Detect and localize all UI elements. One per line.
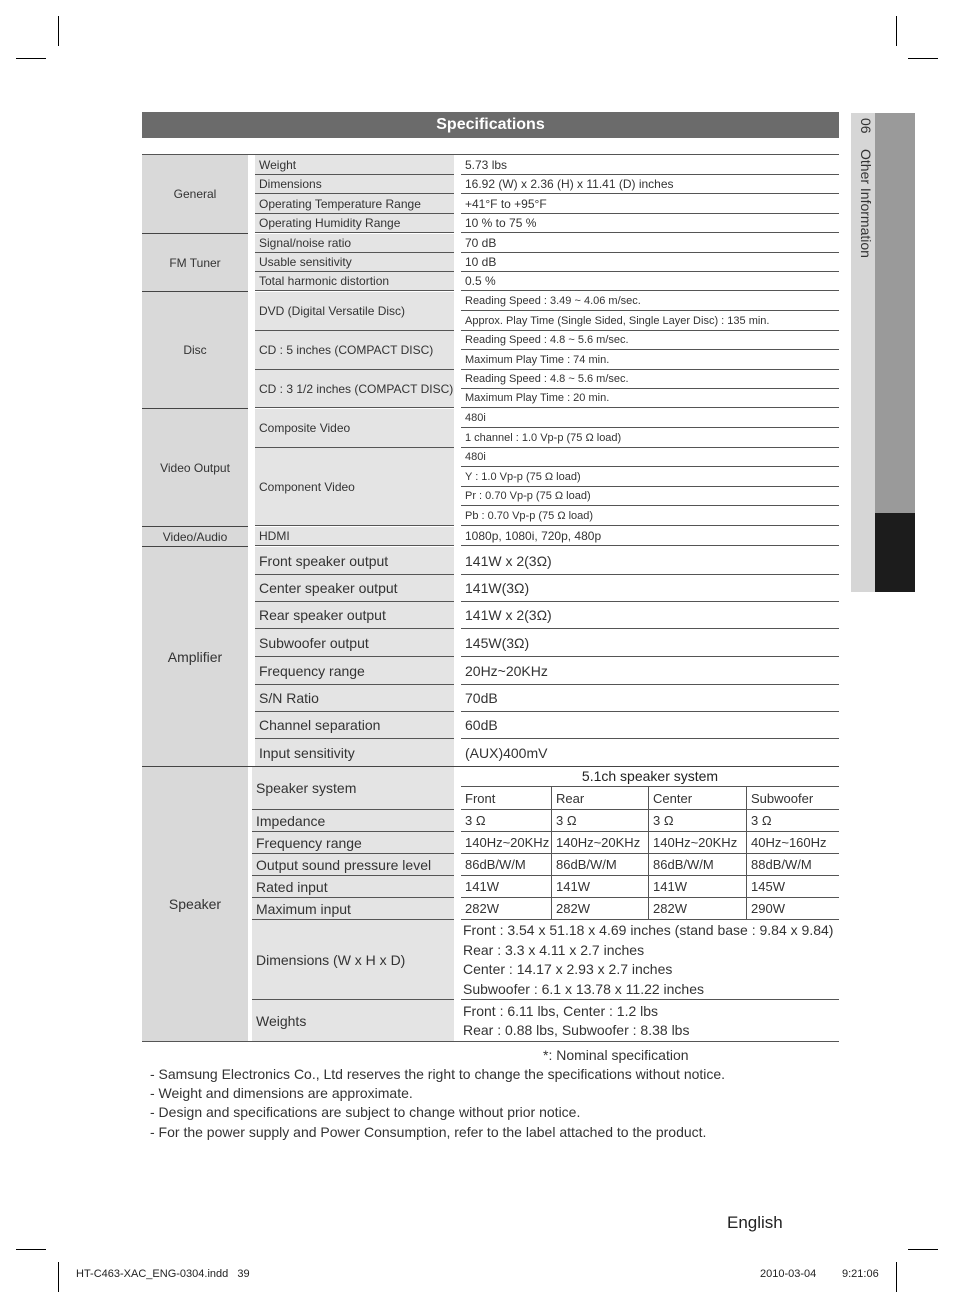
spec-value: 141W: [461, 876, 551, 898]
spec-value: 10 dB: [461, 253, 839, 272]
section-name: Other Information: [858, 149, 874, 259]
spec-value: 20Hz~20KHz: [461, 657, 839, 685]
spec-value: 480i: [461, 409, 839, 428]
column-header-subwoofer: Subwoofer: [747, 787, 839, 810]
spec-label: S/N Ratio: [255, 685, 454, 712]
spec-value: Pr : 0.70 Vp-p (75 Ω load): [461, 487, 839, 506]
crop-mark: [908, 1249, 938, 1250]
crop-mark: [908, 58, 938, 59]
spec-value: 145W(3Ω): [461, 629, 839, 657]
spec-value: 0.5 %: [461, 272, 839, 291]
column-header-front: Front: [461, 787, 551, 810]
spec-value: Reading Speed : 3.49 ~ 4.06 m/sec.: [461, 292, 839, 311]
crop-mark: [16, 1249, 46, 1250]
spec-value: 70 dB: [461, 234, 839, 253]
spec-label: CD : 3 1/2 inches (COMPACT DISC): [255, 370, 454, 408]
note-line: - For the power supply and Power Consumption, refer to the label attached to the product.: [150, 1124, 707, 1140]
spec-label: Weights: [252, 1000, 454, 1041]
dimension-line: Front : 3.54 x 51.18 x 4.69 inches (stand base : 9.84 x 9.84): [463, 922, 834, 938]
spec-label: Usable sensitivity: [255, 253, 454, 272]
spec-value: 5.73 lbs: [461, 155, 839, 175]
footer-filename: HT-C463-XAC_ENG-0304.indd 39: [76, 1268, 250, 1280]
side-tab-marker: [875, 513, 915, 592]
spec-value: +41°F to +95°F: [461, 194, 839, 214]
footer-time: 9:21:06: [842, 1268, 879, 1280]
spec-value: 141W x 2(3Ω): [461, 547, 839, 575]
weight-line: Rear : 0.88 lbs, Subwoofer : 8.38 lbs: [463, 1022, 690, 1038]
spec-label: HDMI: [255, 527, 454, 546]
spec-value: 3 Ω: [552, 810, 648, 832]
speaker-system-value: 5.1ch speaker system: [461, 767, 839, 787]
spec-value: Reading Speed : 4.8 ~ 5.6 m/sec.: [461, 331, 839, 350]
spec-value: 88dB/W/M: [747, 854, 839, 876]
note-line: - Weight and dimensions are approximate.: [150, 1085, 413, 1101]
spec-value: Maximum Play Time : 20 min.: [461, 389, 839, 408]
table-bottom-rule: [142, 1041, 839, 1042]
nominal-note: *: Nominal specification: [543, 1047, 689, 1063]
dimension-line: Rear : 3.3 x 4.11 x 2.7 inches: [463, 941, 645, 958]
spec-value: 86dB/W/M: [552, 854, 648, 876]
spec-value: 60dB: [461, 712, 839, 739]
dimension-line: Center : 14.17 x 2.93 x 2.7 inches: [463, 961, 673, 977]
language-label: English: [727, 1213, 783, 1232]
spec-value: 140Hz~20KHz: [552, 832, 648, 854]
spec-value: 3 Ω: [461, 810, 551, 832]
spec-value: 140Hz~20KHz: [461, 832, 551, 854]
spec-label: Rear speaker output: [255, 602, 454, 629]
spec-value: 141W x 2(3Ω): [461, 602, 839, 629]
speaker-weights: [461, 1001, 839, 1041]
spec-value: Pb : 0.70 Vp-p (75 Ω load): [461, 506, 839, 526]
category-speaker: Speaker: [142, 767, 248, 1041]
spec-value: 3 Ω: [747, 810, 839, 832]
spec-value: 1 channel : 1.0 Vp-p (75 Ω load): [461, 428, 839, 448]
category-fm-tuner: FM Tuner: [142, 234, 248, 291]
spec-label: Speaker system: [252, 767, 454, 810]
spec-value: 141W: [649, 876, 746, 898]
spec-value: 10 % to 75 %: [461, 214, 839, 233]
note-line: - Samsung Electronics Co., Ltd reserves the right to change the specifications without notice.: [150, 1066, 726, 1082]
spec-label: Output sound pressure level: [252, 854, 454, 876]
spec-label: Rated input: [252, 876, 454, 898]
spec-value: 86dB/W/M: [649, 854, 746, 876]
category-video-output: Video Output: [142, 409, 248, 526]
category-disc: Disc: [142, 292, 248, 408]
category-video-audio: Video/Audio: [142, 527, 248, 546]
spec-value: Maximum Play Time : 74 min.: [461, 350, 839, 370]
speaker-dimensions: [461, 920, 839, 1000]
spec-label: Center speaker output: [255, 575, 454, 602]
dimension-line: Subwoofer : 6.1 x 13.78 x 11.22 inches: [463, 980, 705, 997]
spec-value: 145W: [747, 876, 839, 898]
category-amplifier: Amplifier: [142, 547, 248, 766]
spec-value: 140Hz~20KHz: [649, 832, 746, 854]
spec-value: 480i: [461, 448, 839, 467]
spec-label: Dimensions: [255, 175, 454, 194]
spec-value: 1080p, 1080i, 720p, 480p: [461, 527, 839, 546]
crop-mark: [16, 58, 46, 59]
spec-value: 282W: [552, 898, 648, 920]
spec-label: Component Video: [255, 448, 454, 526]
column-divider: [746, 787, 747, 920]
spec-label: Weight: [255, 155, 454, 175]
spec-label: CD : 5 inches (COMPACT DISC): [255, 331, 454, 370]
spec-label: Front speaker output: [255, 547, 454, 575]
spec-label: DVD (Digital Versatile Disc): [255, 292, 454, 331]
spec-label: Impedance: [252, 810, 454, 832]
spec-value: 141W(3Ω): [461, 575, 839, 602]
spec-value: 290W: [747, 898, 839, 920]
spec-label: Signal/noise ratio: [255, 234, 454, 253]
side-tab-label: [852, 118, 874, 418]
spec-value: 282W: [461, 898, 551, 920]
column-divider: [551, 787, 552, 920]
column-header-center: Center: [649, 787, 746, 810]
spec-value: 86dB/W/M: [461, 854, 551, 876]
spec-label: Subwoofer output: [255, 629, 454, 657]
spec-value: 70dB: [461, 685, 839, 712]
spec-value: 282W: [649, 898, 746, 920]
page-title: Specifications: [142, 112, 839, 138]
spec-label: Input sensitivity: [255, 739, 454, 766]
spec-label: Operating Temperature Range: [255, 194, 454, 214]
column-header-rear: Rear: [552, 787, 648, 810]
crop-mark: [58, 16, 59, 46]
spec-value: 16.92 (W) x 2.36 (H) x 11.41 (D) inches: [461, 175, 839, 194]
spec-value: Y : 1.0 Vp-p (75 Ω load): [461, 467, 839, 487]
weight-line: Front : 6.11 lbs, Center : 1.2 lbs: [463, 1003, 659, 1019]
spec-label: Maximum input: [252, 898, 454, 920]
spec-label: Operating Humidity Range: [255, 214, 454, 233]
spec-label: Channel separation: [255, 712, 454, 739]
spec-value: Reading Speed : 4.8 ~ 5.6 m/sec.: [461, 370, 839, 389]
section-number: 06: [858, 118, 874, 134]
spec-value: 3 Ω: [649, 810, 746, 832]
column-divider: [648, 787, 649, 920]
footer-date: 2010-03-04: [760, 1268, 817, 1280]
note-line: - Design and specifications are subject to change without prior notice.: [150, 1104, 581, 1120]
crop-mark: [58, 1262, 59, 1292]
crop-mark: [896, 16, 897, 46]
spec-value: (AUX)400mV: [465, 744, 548, 761]
spec-value: 141W: [552, 876, 648, 898]
spec-label: Frequency range: [252, 832, 454, 854]
spec-value: Approx. Play Time (Single Sided, Single Layer Disc) : 135 min.: [461, 311, 839, 331]
side-tab-band: [875, 113, 915, 513]
crop-mark: [896, 1262, 897, 1292]
spec-label: Composite Video: [255, 409, 454, 448]
spec-label: Dimensions (W x H x D): [252, 920, 454, 1000]
spec-label: Total harmonic distortion: [255, 272, 454, 291]
spec-value: 40Hz~160Hz: [747, 832, 839, 854]
spec-label: Frequency range: [255, 657, 454, 685]
category-general: General: [142, 155, 248, 233]
